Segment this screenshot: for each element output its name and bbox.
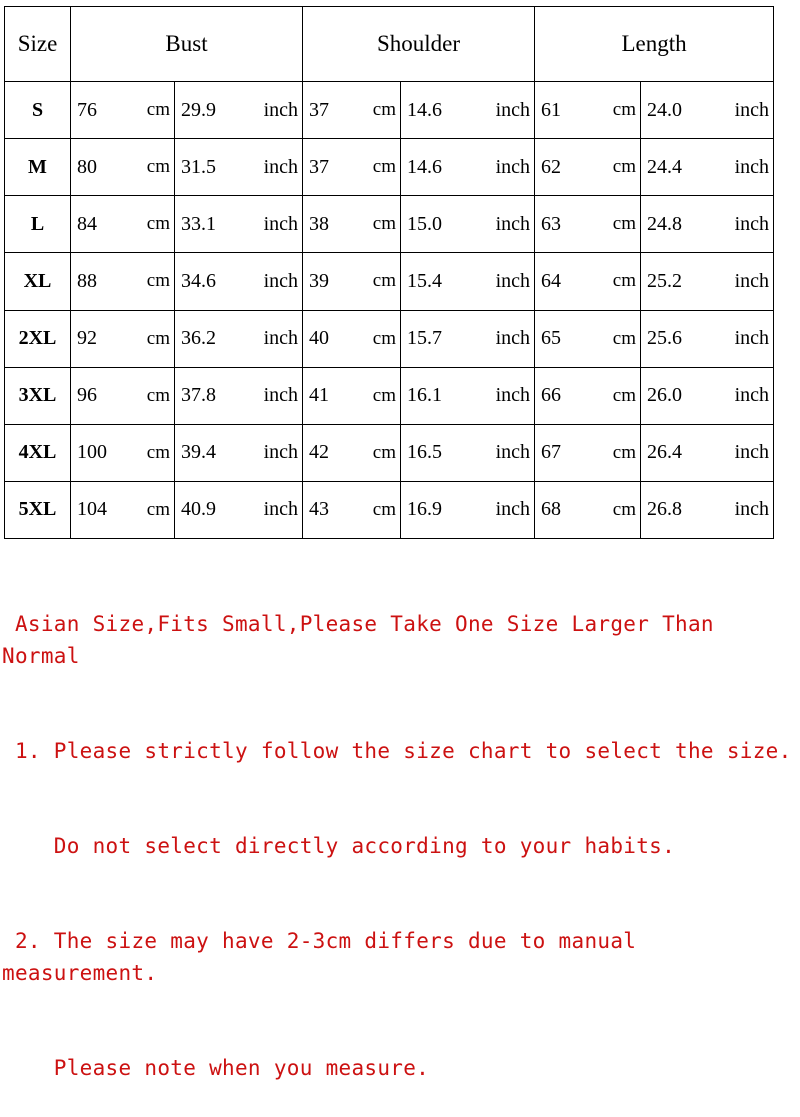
shoulder-inch-cell: 15.0 [401, 196, 467, 253]
unit-cm-label: cm [361, 82, 401, 139]
unit-cm-label: cm [599, 424, 641, 481]
table-row [5, 82, 774, 139]
bust-inch-cell: 34.6 [175, 253, 239, 310]
note-line: Do not select directly according to your habits. [2, 834, 676, 859]
note-line: 1. Please strictly follow the size chart to select the size. [2, 739, 792, 764]
length-cm-cell: 67 [535, 424, 599, 481]
length-inch-cell: 24.4 [641, 139, 705, 196]
size-cell: XL [5, 253, 71, 310]
bust-cm-cell: 104 [71, 481, 135, 538]
unit-cm-label: cm [361, 481, 401, 538]
unit-inch-label: inch [705, 253, 774, 310]
length-inch-cell: 26.4 [641, 424, 705, 481]
unit-cm-label: cm [135, 196, 175, 253]
unit-inch-label: inch [467, 424, 535, 481]
unit-cm-label: cm [135, 139, 175, 196]
unit-inch-label: inch [705, 367, 774, 424]
bust-inch-cell: 40.9 [175, 481, 239, 538]
unit-inch-label: inch [239, 82, 303, 139]
unit-cm-label: cm [361, 253, 401, 310]
unit-cm-label: cm [135, 82, 175, 139]
shoulder-inch-cell: 14.6 [401, 82, 467, 139]
size-chart-table [4, 6, 774, 539]
size-notes [2, 546, 792, 1117]
length-cm-cell: 65 [535, 310, 599, 367]
shoulder-cm-cell: 39 [303, 253, 361, 310]
length-cm-cell: 63 [535, 196, 599, 253]
unit-inch-label: inch [467, 253, 535, 310]
unit-cm-label: cm [361, 424, 401, 481]
shoulder-cm-cell: 40 [303, 310, 361, 367]
shoulder-cm-cell: 42 [303, 424, 361, 481]
bust-cm-cell: 80 [71, 139, 135, 196]
length-cm-cell: 68 [535, 481, 599, 538]
table-row [5, 196, 774, 253]
size-cell: S [5, 82, 71, 139]
unit-cm-label: cm [135, 481, 175, 538]
unit-inch-label: inch [239, 139, 303, 196]
unit-cm-label: cm [135, 424, 175, 481]
unit-inch-label: inch [705, 139, 774, 196]
unit-inch-label: inch [705, 481, 774, 538]
length-cm-cell: 62 [535, 139, 599, 196]
header-size: Size [5, 7, 71, 82]
unit-cm-label: cm [599, 139, 641, 196]
length-inch-cell: 25.6 [641, 310, 705, 367]
unit-inch-label: inch [239, 481, 303, 538]
unit-cm-label: cm [599, 82, 641, 139]
header-row [5, 7, 774, 82]
unit-inch-label: inch [705, 424, 774, 481]
bust-cm-cell: 88 [71, 253, 135, 310]
bust-cm-cell: 84 [71, 196, 135, 253]
unit-cm-label: cm [361, 367, 401, 424]
unit-cm-label: cm [135, 310, 175, 367]
bust-inch-cell: 29.9 [175, 82, 239, 139]
shoulder-inch-cell: 15.7 [401, 310, 467, 367]
shoulder-cm-cell: 37 [303, 139, 361, 196]
length-inch-cell: 24.0 [641, 82, 705, 139]
unit-cm-label: cm [135, 253, 175, 310]
size-rows [5, 82, 774, 539]
bust-cm-cell: 100 [71, 424, 135, 481]
unit-inch-label: inch [239, 196, 303, 253]
length-cm-cell: 64 [535, 253, 599, 310]
size-cell: L [5, 196, 71, 253]
header-bust: Bust [71, 7, 303, 82]
size-cell: M [5, 139, 71, 196]
table-row [5, 253, 774, 310]
unit-cm-label: cm [599, 481, 641, 538]
table-row [5, 424, 774, 481]
length-inch-cell: 24.8 [641, 196, 705, 253]
size-cell: 2XL [5, 310, 71, 367]
unit-inch-label: inch [239, 367, 303, 424]
length-cm-cell: 66 [535, 367, 599, 424]
length-inch-cell: 25.2 [641, 253, 705, 310]
table-row [5, 310, 774, 367]
unit-inch-label: inch [705, 196, 774, 253]
shoulder-cm-cell: 37 [303, 82, 361, 139]
table-row [5, 367, 774, 424]
unit-inch-label: inch [239, 424, 303, 481]
bust-cm-cell: 76 [71, 82, 135, 139]
size-cell: 4XL [5, 424, 71, 481]
bust-inch-cell: 39.4 [175, 424, 239, 481]
size-cell: 5XL [5, 481, 71, 538]
shoulder-inch-cell: 14.6 [401, 139, 467, 196]
unit-cm-label: cm [599, 253, 641, 310]
unit-cm-label: cm [135, 367, 175, 424]
header-length: Length [535, 7, 774, 82]
length-inch-cell: 26.8 [641, 481, 705, 538]
bust-inch-cell: 36.2 [175, 310, 239, 367]
unit-cm-label: cm [599, 367, 641, 424]
unit-cm-label: cm [599, 196, 641, 253]
shoulder-inch-cell: 16.5 [401, 424, 467, 481]
unit-inch-label: inch [239, 253, 303, 310]
unit-inch-label: inch [239, 310, 303, 367]
unit-inch-label: inch [705, 82, 774, 139]
bust-inch-cell: 33.1 [175, 196, 239, 253]
length-inch-cell: 26.0 [641, 367, 705, 424]
unit-inch-label: inch [467, 196, 535, 253]
bust-cm-cell: 96 [71, 367, 135, 424]
unit-cm-label: cm [361, 196, 401, 253]
unit-inch-label: inch [467, 139, 535, 196]
length-cm-cell: 61 [535, 82, 599, 139]
table-row [5, 139, 774, 196]
note-line: Asian Size,Fits Small,Please Take One Size Larger Than Normal [2, 612, 727, 669]
bust-inch-cell: 31.5 [175, 139, 239, 196]
unit-inch-label: inch [467, 481, 535, 538]
note-line: 2. The size may have 2-3cm differs due to manual measurement. [2, 929, 650, 986]
shoulder-inch-cell: 16.1 [401, 367, 467, 424]
header-shoulder: Shoulder [303, 7, 535, 82]
unit-inch-label: inch [467, 367, 535, 424]
unit-inch-label: inch [467, 310, 535, 367]
unit-cm-label: cm [599, 310, 641, 367]
unit-cm-label: cm [361, 310, 401, 367]
note-line: Please note when you measure. [2, 1056, 430, 1081]
shoulder-cm-cell: 38 [303, 196, 361, 253]
unit-inch-label: inch [467, 82, 535, 139]
table-row [5, 481, 774, 538]
unit-inch-label: inch [705, 310, 774, 367]
shoulder-cm-cell: 41 [303, 367, 361, 424]
shoulder-cm-cell: 43 [303, 481, 361, 538]
size-cell: 3XL [5, 367, 71, 424]
shoulder-inch-cell: 15.4 [401, 253, 467, 310]
bust-cm-cell: 92 [71, 310, 135, 367]
unit-cm-label: cm [361, 139, 401, 196]
shoulder-inch-cell: 16.9 [401, 481, 467, 538]
bust-inch-cell: 37.8 [175, 367, 239, 424]
